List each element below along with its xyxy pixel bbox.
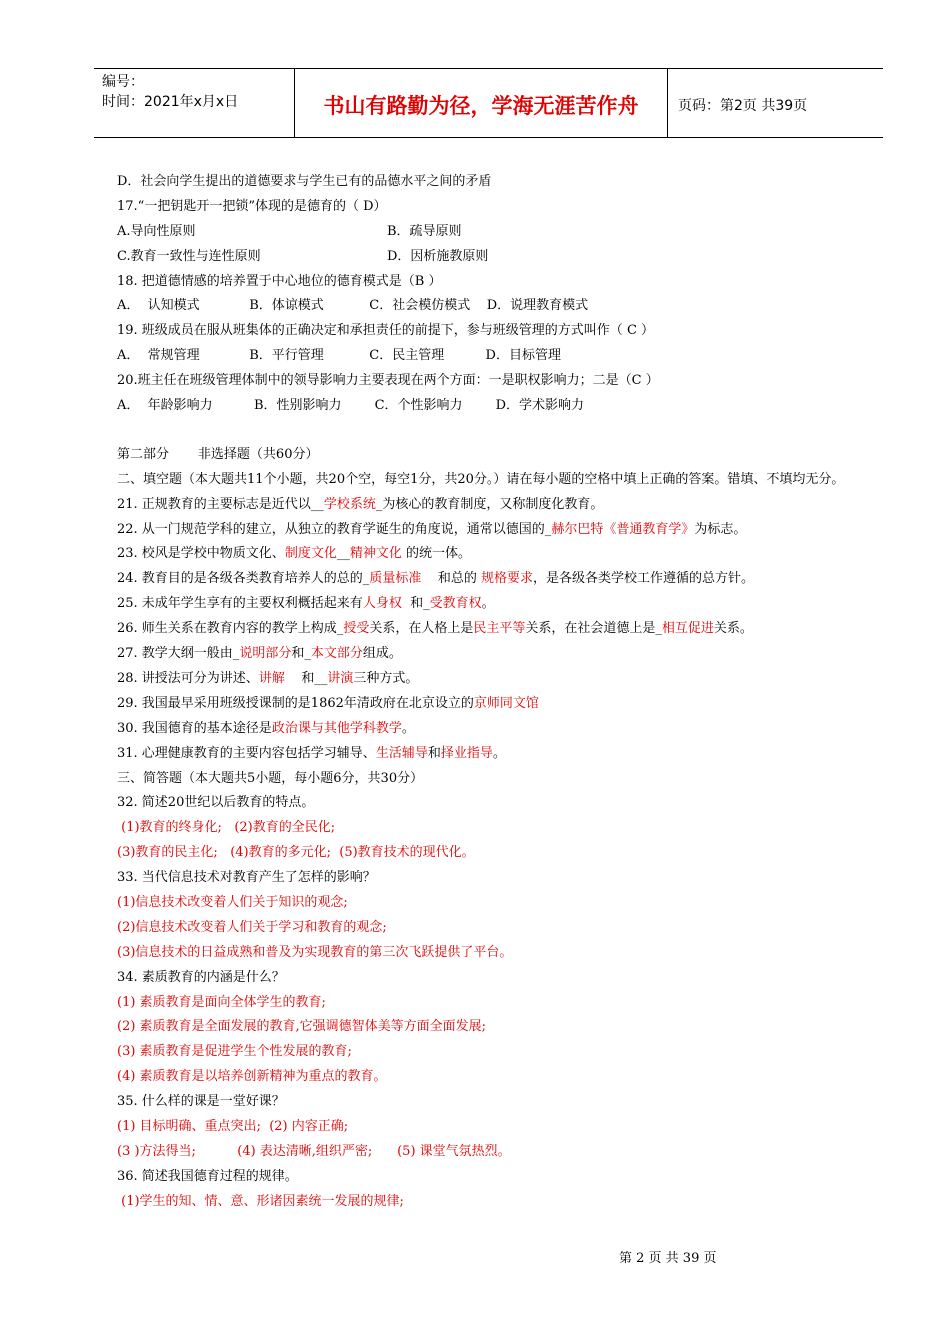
q32-answer-line1: (1)教育的终身化; (2)教育的全民化; <box>117 820 336 836</box>
q17-options-row2 <box>117 245 877 270</box>
q18-stem: 18. 把道德情感的培养置于中心地位的德育模式是（B ） <box>117 273 442 289</box>
q33-answer-line3: (3)信息技术的日益成熟和普及为实现教育的第三次飞跃提供了平台。 <box>117 944 513 960</box>
q34-answer-line4: (4) 素质教育是以培养创新精神为重点的教育。 <box>117 1069 387 1085</box>
q21-text: 21. 正规教育的主要标志是近代以__ <box>117 496 324 512</box>
q35-answer-line1: (1) 目标明确、重点突出; (2) 内容正确; <box>117 1118 349 1134</box>
short-answer-instructions: 三、简答题（本大题共5小题，每小题6分，共30分） <box>117 770 424 786</box>
q17-stem: 17.“一把钥匙开一把锁”体现的是德育的（ D） <box>117 198 387 214</box>
q31-answer-1: 生活辅导 <box>375 745 428 761</box>
q20-options: A． 年龄影响力 B．性别影响力 C．个性影响力 D．学术影响力 <box>117 398 585 414</box>
q16-option-d: D．社会向学生提出的道德要求与学生已有的品德水平之间的矛盾 <box>117 174 492 189</box>
q24-answer-1: 质量标准 <box>369 571 422 587</box>
q26-text-mid2: 关系，在社会道德上是_ <box>525 621 662 637</box>
q27-answer-1: 说明部分 <box>239 646 292 662</box>
q35-stem: 35. 什么样的课是一堂好课？ <box>117 1094 285 1110</box>
q28-text-end: 三种方式。 <box>353 670 419 686</box>
q25-answer-2: 受教育权 <box>429 596 482 612</box>
q25-answer-1: 人身权 <box>362 596 402 612</box>
q27-answer-2: 本文部分 <box>310 646 363 662</box>
q28-text-mid: 和__ <box>284 670 328 686</box>
q17-options-row1 <box>117 220 877 245</box>
document-body <box>117 170 877 1215</box>
part2-heading: 第二部分 非选择题（共60分） <box>117 446 319 462</box>
q32-answer-line2: (3)教育的民主化; (4)教育的多元化; (5)教育技术的现代化。 <box>117 845 475 861</box>
q21-text-end: _为核心的教育制度，又称制度化教育。 <box>375 496 604 512</box>
q27-text-mid: 和_ <box>291 646 311 662</box>
q29 <box>117 692 877 717</box>
q34-answer-line3: (3) 素质教育是促进学生个性发展的教育; <box>117 1044 352 1060</box>
q26-text-mid1: 关系，在人格上是 <box>369 621 474 637</box>
q26 <box>117 617 877 642</box>
q30-text: 30. 我国德育的基本途径是 <box>117 720 272 736</box>
q24-text: 24. 教育目的是各级各类教育培养人的总的_ <box>117 571 370 587</box>
q23-answer-1: 制度文化 <box>284 546 337 562</box>
q30-text-end: 。 <box>401 720 415 736</box>
section-gap <box>117 419 877 443</box>
q23-answer-2: 精神文化 <box>349 546 402 562</box>
q35-answer-line2: (3 )方法得当; (4) 表达清晰,组织严密; (5) 课堂气氛热烈。 <box>117 1143 511 1159</box>
q24-answer-2: 规格要求 <box>481 571 534 587</box>
q23-text: 23. 校风是学校中物质文化、 <box>117 546 285 562</box>
q36-stem: 36. 简述我国德育过程的规律。 <box>117 1168 298 1184</box>
q23-blank: __ <box>336 546 350 562</box>
q33-answer-line1: (1)信息技术改变着人们关于知识的观念; <box>117 894 348 910</box>
q29-answer: 京师同文馆 <box>473 695 539 711</box>
q33-stem: 33. 当代信息技术对教育产生了怎样的影响？ <box>117 870 376 886</box>
q27-text: 27. 教学大纲一般由_ <box>117 646 240 662</box>
q18-options: A． 认知模式 B．体谅模式 C．社会模仿模式 D．说理教育模式 <box>117 298 589 314</box>
fill-blank-instructions: 二、填空题（本大题共11个小题，共20个空，每空1分，共20分。）请在每小题的空格中填上正确的答案。错填、不填均无分。 <box>117 471 845 487</box>
q25-text-mid: 和_ <box>401 596 430 612</box>
q30 <box>117 717 877 742</box>
q31-text: 31. 心理健康教育的主要内容包括学习辅导、 <box>117 745 376 761</box>
q28 <box>117 667 877 692</box>
q26-answer-3: 相互促进 <box>661 621 714 637</box>
q26-text-end: 关系。 <box>713 621 753 637</box>
header-motto: 书山有路勤为径，学海无涯苦作舟 <box>323 94 639 118</box>
q27-text-end: 组成。 <box>362 646 402 662</box>
q28-text: 28. 讲授法可分为讲述、 <box>117 670 259 686</box>
q22-text: 22. 从一门规范学科的建立，从独立的教育学诞生的角度说，通常以德国的_ <box>117 521 552 537</box>
q32-stem: 32. 简述20世纪以后教育的特点。 <box>117 795 315 811</box>
doc-time-label: 时间：2021年x月x日 <box>102 94 239 110</box>
q17-option-a: A.导向性原则 <box>117 223 196 239</box>
q21 <box>117 493 877 518</box>
q31-text-mid: 和 <box>427 745 441 761</box>
q17-option-d: D．因析施教原则 <box>387 248 489 264</box>
q28-answer-2: 讲演 <box>327 670 354 686</box>
q23 <box>117 542 877 567</box>
header-page-number: 页码：第2页 共39页 <box>678 98 808 114</box>
q26-answer-2: 民主平等 <box>473 621 526 637</box>
page-footer: 第 2 页 共 39 页 <box>619 1251 717 1266</box>
q22 <box>117 518 877 543</box>
q17-option-b: B．疏导原则 <box>387 223 462 239</box>
q24 <box>117 567 877 592</box>
q33-answer-line2: (2)信息技术改变着人们关于学习和教育的观念; <box>117 919 387 935</box>
q21-answer: 学校系统 <box>323 496 376 512</box>
q24-text-end: ，是各级各类学校工作遵循的总方针。 <box>533 571 755 587</box>
q31 <box>117 742 877 767</box>
q23-text-end: 的统一体。 <box>401 546 471 562</box>
q26-text: 26. 师生关系在教育内容的教学上构成_ <box>117 621 344 637</box>
q25 <box>117 592 877 617</box>
q28-answer-1: 讲解 <box>258 670 285 686</box>
q19-stem: 19. 班级成员在服从班集体的正确决定和承担责任的前提下，参与班级管理的方式叫作（ C ） <box>117 323 655 339</box>
q20-stem: 20.班主任在班级管理体制中的领导影响力主要表现在两个方面：一是职权影响力；二是（C ） <box>117 373 659 389</box>
q36-answer-line1: (1)学生的知、情、意、形诸因素统一发展的规律; <box>117 1193 404 1209</box>
page-header <box>94 68 883 138</box>
q25-text-end: 。 <box>481 596 495 612</box>
q26-answer-1: 授受 <box>343 621 370 637</box>
header-meta <box>94 69 294 137</box>
q22-answer: 赫尔巴特《普通教育学》 <box>551 521 695 537</box>
q34-stem: 34. 素质教育的内涵是什么？ <box>117 969 285 985</box>
q19-options: A． 常规管理 B．平行管理 C．民主管理 D．目标管理 <box>117 348 561 364</box>
q24-text-mid: 和总的 <box>421 571 481 587</box>
q34-answer-line1: (1) 素质教育是面向全体学生的教育; <box>117 994 326 1010</box>
q31-text-end: 。 <box>492 745 506 761</box>
q30-answer: 政治课与其他学科教学 <box>271 720 402 736</box>
q22-text-end: 为标志。 <box>694 521 747 537</box>
doc-number-label: 编号： <box>102 74 144 90</box>
header-page-cell <box>668 69 883 137</box>
q29-text: 29. 我国最早采用班级授课制的是1862年清政府在北京设立的 <box>117 695 474 711</box>
q34-answer-line2: (2) 素质教育是全面发展的教育,它强调德智体美等方面全面发展; <box>117 1019 487 1035</box>
q27 <box>117 642 877 667</box>
q31-answer-2: 择业指导 <box>440 745 493 761</box>
header-motto-cell <box>294 69 668 137</box>
q17-option-c: C.教育一致性与连性原则 <box>117 248 261 264</box>
q25-text: 25. 未成年学生享有的主要权利概括起来有 <box>117 596 363 612</box>
